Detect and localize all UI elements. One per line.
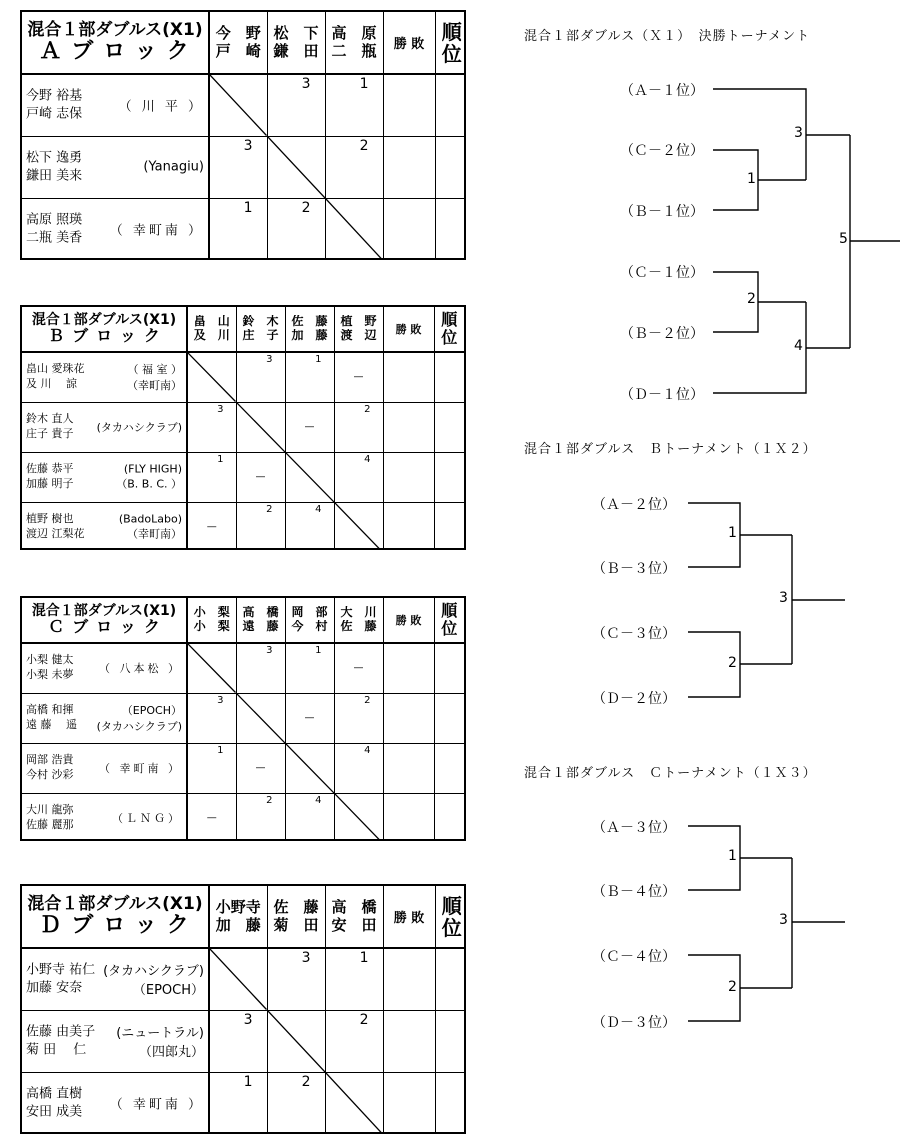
- seed-label: （Ｂ－３位）: [592, 561, 676, 577]
- match-result: 2: [236, 793, 285, 841]
- team-row-label: 岡部 浩貴 今村 沙彩 （ 幸町南 ）: [22, 743, 187, 793]
- match-result: 2: [334, 402, 383, 452]
- seed-label: （Ｂ－１位）: [620, 204, 704, 220]
- round-number: 1: [747, 171, 756, 187]
- round-number: 5: [839, 231, 848, 247]
- round-number: 3: [794, 125, 803, 141]
- match-result: 4: [334, 452, 383, 502]
- team-row-label: 高橋 直樹 安田 成美 （ 幸町南 ）: [22, 1072, 209, 1134]
- rank-header: 順 位: [435, 12, 466, 74]
- team-row-label: 植野 樹也 渡辺 江梨花 (BadoLabo) （幸町南）: [22, 502, 187, 550]
- seed-label: （Ａ－１位）: [620, 83, 704, 99]
- win-loss-header: 勝 敗: [383, 886, 435, 948]
- win-loss-header: 勝 敗: [383, 307, 434, 352]
- match-result: 3: [236, 352, 285, 402]
- match-result: 1: [285, 643, 334, 693]
- match-result: 2: [325, 1010, 383, 1072]
- seed-label: （Ｃ－３位）: [592, 626, 676, 642]
- team-row-label: 高原 照瑛 二瓶 美香 （ 幸町南 ）: [22, 198, 209, 260]
- rank-cell: [435, 1072, 466, 1134]
- match-result: 3: [209, 136, 267, 198]
- match-result: —: [187, 502, 236, 550]
- win-loss-cell: [383, 1072, 435, 1134]
- opponent-header: 高 橋 安 田: [325, 886, 383, 948]
- match-result: —: [187, 793, 236, 841]
- match-result: 3: [267, 948, 325, 1010]
- match-result: 1: [285, 352, 334, 402]
- match-result: 2: [236, 502, 285, 550]
- rank-header: 順 位: [434, 598, 464, 643]
- team-row-label: 佐藤 由美子 菊 田 仁 (ニュートラル) （四郎丸）: [22, 1010, 209, 1072]
- round-number: 2: [728, 655, 737, 671]
- match-result: —: [285, 693, 334, 743]
- match-result: 3: [187, 693, 236, 743]
- team-row-label: 小野寺 祐仁 加藤 安奈 (タカハシクラブ) （EPOCH）: [22, 948, 209, 1010]
- round-number: 2: [728, 979, 737, 995]
- match-result: 1: [325, 948, 383, 1010]
- team-row-label: 畠山 愛珠花 及 川 諒 （ 福 室 ） （幸町南）: [22, 352, 187, 402]
- opponent-header: 植 野 渡 辺: [334, 307, 383, 352]
- match-result: 3: [267, 74, 325, 136]
- match-result: 3: [209, 1010, 267, 1072]
- opponent-header: 佐 藤 加 藤: [285, 307, 334, 352]
- match-result: —: [334, 643, 383, 693]
- block-title: 混合１部ダブルス(X1) Ａブロック: [22, 12, 209, 74]
- match-result: 3: [236, 643, 285, 693]
- seed-label: （Ｄ－３位）: [592, 1015, 676, 1031]
- opponent-header: 松 下 鎌 田: [267, 12, 325, 74]
- team-row-label: 高橋 和揮 遠 藤 遥 （EPOCH） (タカハシクラブ): [22, 693, 187, 743]
- round-number: 4: [794, 338, 803, 354]
- seed-label: （Ｃ－４位）: [592, 949, 676, 965]
- opponent-header: 高 原 二 瓶: [325, 12, 383, 74]
- match-result: 1: [325, 74, 383, 136]
- opponent-header: 今 野 戸 崎: [209, 12, 267, 74]
- round-number: 2: [747, 291, 756, 307]
- seed-label: （Ｃ－１位）: [620, 265, 704, 281]
- match-result: —: [236, 452, 285, 502]
- round-number: 1: [728, 848, 737, 864]
- match-result: —: [236, 743, 285, 793]
- match-result: —: [334, 352, 383, 402]
- seed-label: （Ｂ－２位）: [620, 326, 704, 342]
- rank-header: 順 位: [435, 886, 466, 948]
- match-result: 4: [285, 502, 334, 550]
- team-row-label: 今野 裕基 戸崎 志保 （ 川 平 ）: [22, 74, 209, 136]
- seed-label: （Ｄ－２位）: [592, 691, 676, 707]
- rank-header: 順 位: [434, 307, 464, 352]
- win-loss-header: 勝 敗: [383, 12, 435, 74]
- team-row-label: 松下 逸勇 鎌田 美来 (Yanagiu): [22, 136, 209, 198]
- match-result: 1: [209, 1072, 267, 1134]
- opponent-header: 小 梨 小 梨: [187, 598, 236, 643]
- team-row-label: 大川 龍弥 佐藤 麗那 （ＬＮＧ）: [22, 793, 187, 841]
- team-row-label: 佐藤 恭平 加藤 明子 (FLY HIGH) （B. B. C. ）: [22, 452, 187, 502]
- win-loss-header: 勝 敗: [383, 598, 434, 643]
- seed-label: （Ｃ－２位）: [620, 143, 704, 159]
- match-result: 4: [285, 793, 334, 841]
- match-result: 4: [334, 743, 383, 793]
- match-result: 2: [267, 1072, 325, 1134]
- match-result: 1: [209, 198, 267, 260]
- bracket-title: 混合１部ダブルス（Ｘ１） 決勝トーナメント: [524, 29, 811, 44]
- self-match-cell: [325, 1072, 383, 1134]
- block-title: 混合１部ダブルス(X1) Ｂブロック: [22, 307, 187, 352]
- match-result: 2: [267, 198, 325, 260]
- round-number: 1: [728, 525, 737, 541]
- seed-label: （Ｄ－１位）: [620, 387, 704, 403]
- seed-label: （Ｂ－４位）: [592, 884, 676, 900]
- match-result: —: [285, 402, 334, 452]
- round-number: 3: [779, 590, 788, 606]
- block-title: 混合１部ダブルス(X1) Ｃブロック: [22, 598, 187, 643]
- block-title: 混合１部ダブルス(X1) Ｄブロック: [22, 886, 209, 948]
- opponent-header: 佐 藤 菊 田: [267, 886, 325, 948]
- round-number: 3: [779, 912, 788, 928]
- opponent-header: 高 橋 遠 藤: [236, 598, 285, 643]
- team-row-label: 鈴木 直人 庄子 貴子 (タカハシクラブ): [22, 402, 187, 452]
- opponent-header: 鈴 木 庄 子: [236, 307, 285, 352]
- match-result: 1: [187, 743, 236, 793]
- match-result: 3: [187, 402, 236, 452]
- match-result: 1: [187, 452, 236, 502]
- match-result: 2: [334, 693, 383, 743]
- bracket-title: 混合１部ダブルス Ｂトーナメント（１Ｘ２）: [524, 442, 817, 457]
- opponent-header: 岡 部 今 村: [285, 598, 334, 643]
- bracket-title: 混合１部ダブルス Ｃトーナメント（１Ｘ３）: [524, 766, 817, 781]
- opponent-header: 小野寺 加 藤: [209, 886, 267, 948]
- match-result: 2: [325, 136, 383, 198]
- opponent-header: 畠 山 及 川: [187, 307, 236, 352]
- seed-label: （Ａ－３位）: [592, 820, 676, 836]
- seed-label: （Ａ－２位）: [592, 497, 676, 513]
- team-row-label: 小梨 健太 小梨 未夢 （ 八本松 ）: [22, 643, 187, 693]
- opponent-header: 大 川 佐 藤: [334, 598, 383, 643]
